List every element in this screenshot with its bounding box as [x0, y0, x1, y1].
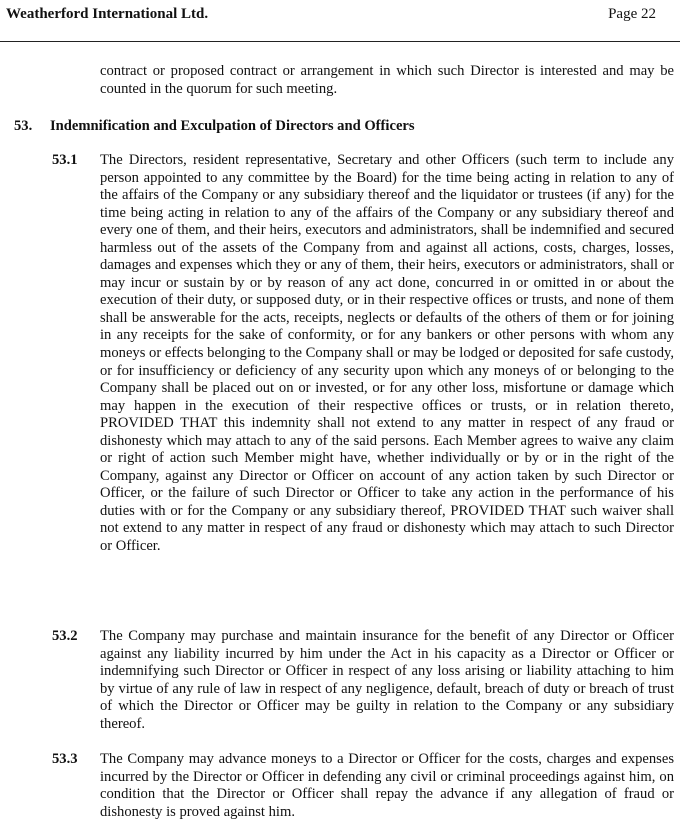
subsection-text: The Directors, resident representative, Secretary and other Officers (such term to include any person appointed to any committee by the Board) for the time being acting in relation to any of the affairs of the Company or any subsidiary thereof and the liquidator or trustees (if any) for the time being acting in relation to any of the affairs of the Company or any subsidiary thereof and every one of them, and their heirs, executors and administrators, shall be indemnified and secured harmless out of the assets of the Company from and against all actions, costs, charges, losses, damages and expenses which they or any of them, their heirs, executors or administrators, shall or may incur or sustain by or by reason of any act done, concurred in or omitted in or about the execution of their duty, or supposed duty, or in their respective offices or trusts, and none of them shall be answerable for the acts, receipts, neglects or defaults of the others of them or for joining in any receipts for the sake of conformity, or for any bankers or other persons with whom any moneys or effects belonging to the Company shall or may be lodged or deposited for safe custody, or for insufficiency or deficiency of any security upon which any moneys of or belonging to the Company shall be placed out on or invested, or for any other loss, misfortune or damage which may happen in the execution of their respective offices or trusts, or in relation thereto, PROVIDED THAT this indemnity shall not extend to any matter in respect of any fraud or dishonesty which may attach to any of the said persons. Each Member agrees to waive any claim or right of action such Member might have, whether individually or by or in the right of the Company, against any Director or Officer on account of any action taken by such Director or Officer, or the failure of such Director or Officer to take any action in the performance of his duties with or for the Company or any subsidiary thereof, PROVIDED THAT such waiver shall not extend to any matter in respect of any fraud or dishonesty which may attach to such Director or Officer.: [100, 152, 674, 555]
subsection-number: 53.2: [52, 628, 78, 644]
subsection-text: The Company may purchase and maintain insurance for the benefit of any Director or Officer against any liability incurred by him under the Act in his capacity as a Director or Officer or indemnifying such Director or Officer in respect of any loss arising or liability attaching to him by virtue of any rule of law in respect of any negligence, default, breach of duty or breach of trust of which the Director or Officer may be guilty in relation to the Company or any subsidiary thereof.: [100, 628, 674, 732]
page-header: [6, 6, 656, 30]
company-name: Weatherford International Ltd.: [6, 6, 209, 22]
page-number: Page 22: [608, 6, 656, 22]
section-number: 53.: [14, 118, 33, 134]
subsection-53-2: [52, 628, 674, 733]
subsection-text: The Company may advance moneys to a Director or Officer for the costs, charges and expenses incurred by the Director or Officer in defending any civil or criminal proceedings against him, on condition that the Director or Officer shall repay the advance if any allegation of fraud or dishonesty is proved against him.: [100, 751, 674, 820]
subsection-53-3: [52, 751, 674, 821]
subsection-number: 53.1: [52, 152, 78, 168]
section-title: Indemnification and Exculpation of Directors and Officers: [50, 118, 415, 134]
continuation-paragraph: contract or proposed contract or arrangement in which such Director is interested and may be counted in the quorum for such meeting.: [100, 63, 674, 97]
header-rule: [0, 41, 680, 42]
subsection-number: 53.3: [52, 751, 78, 767]
subsection-53-1: [52, 152, 674, 556]
